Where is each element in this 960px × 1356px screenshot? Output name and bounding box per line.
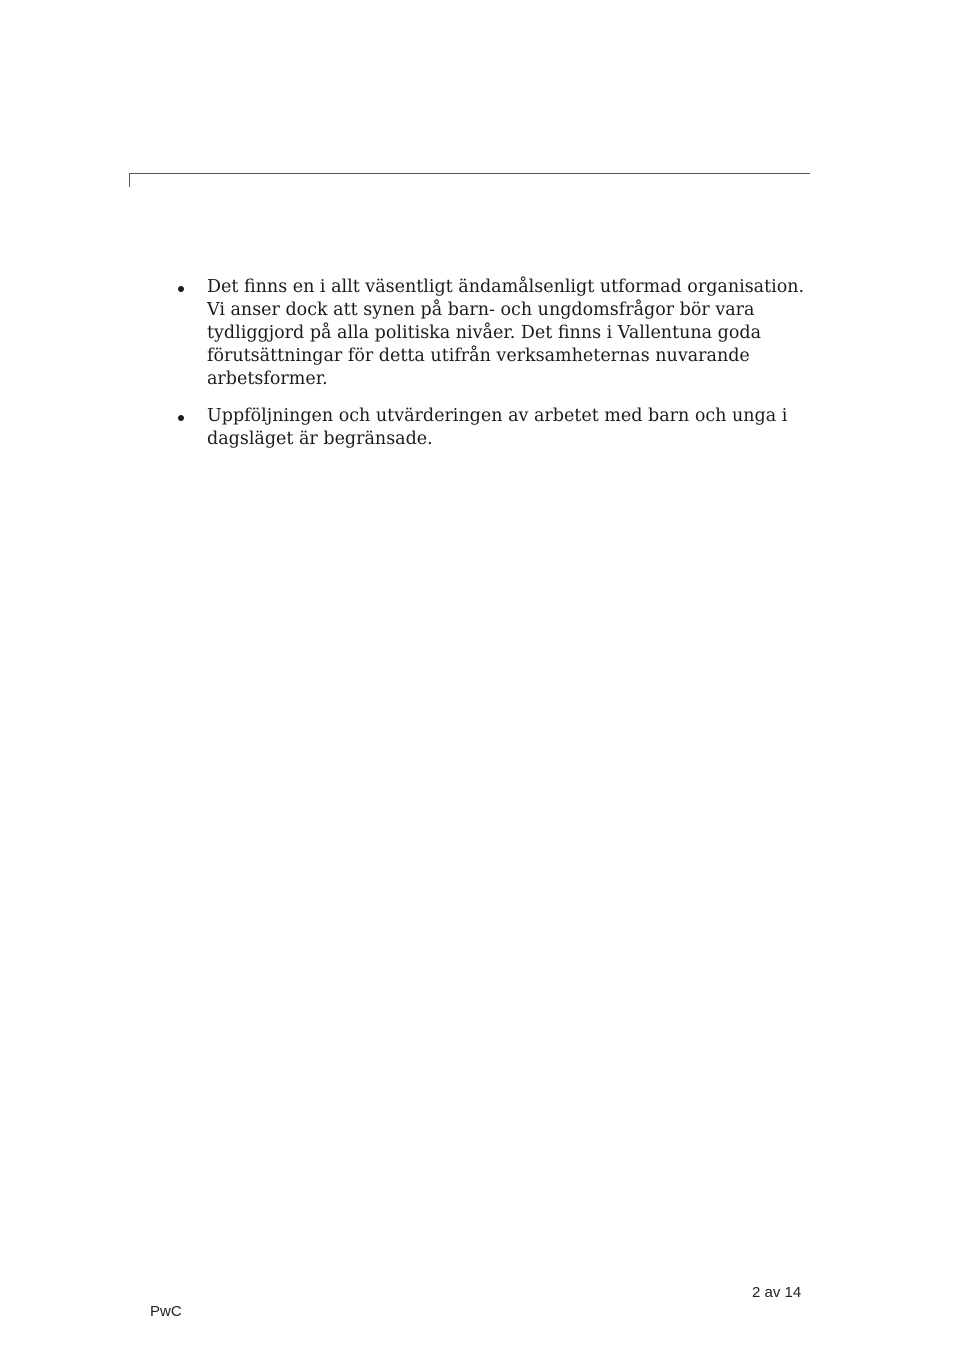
footer-company: PwC [150, 1303, 182, 1320]
page-number: 2 av 14 [752, 1284, 802, 1301]
list-item [174, 405, 814, 451]
document-body [174, 276, 814, 465]
bullet-icon [178, 286, 184, 292]
findings-list [174, 276, 814, 451]
header-corner-mark [129, 173, 130, 187]
list-item-text: Det finns en i allt väsentligt ändamålsenligt utformad organisation. Vi anser dock att synen på barn- och ungdomsfrågor bör vara tydliggjord på alla politiska nivåer. Det finns i Vallentuna goda förutsättningar för detta utifrån verksamheternas nuvarande arbetsformer. [207, 277, 805, 389]
list-item [174, 276, 814, 391]
header-rule [129, 173, 810, 174]
list-item-text: Uppföljningen och utvärderingen av arbetet med barn och unga i dagsläget är begränsade. [207, 406, 788, 449]
bullet-icon [178, 415, 184, 421]
